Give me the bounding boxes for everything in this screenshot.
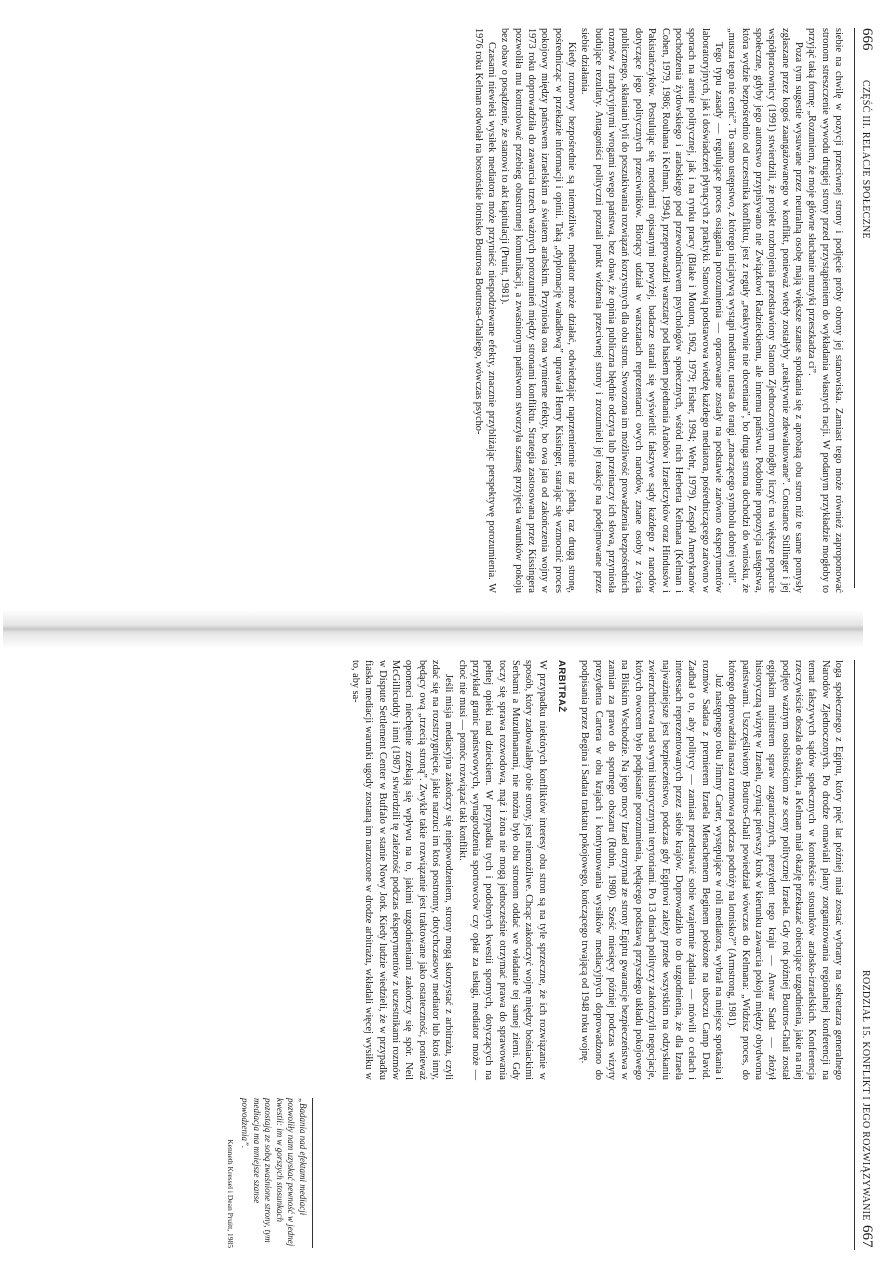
paragraph: W przypadku niektórych konfliktów interesy obu stron są na tyle sprzeczne, że ich rozwiązanie w sposób, który zadowalałby obie strony, jest niemożliwe. Chcąc zakończyć wojnę między bośniackimi Serbami a Muzułmanami, nie można było obu stronom oddać we władanie tej samej ziemi. Gdy toczy się sprawa rozwodowa, mąż i żona nie mogą jednocześnie otrzymać prawa do sprawowania pełnej opieki nad dzieckiem. W przypadku tych i podobnych kwestii spornych, dotyczących na przykład granic państwowych, wynagrodzenia sportowców czy opłat za usługi, mediator może — choć nie musi — pomóc rozwiązać taki konflikt. xyxy=(456,660,548,1080)
paragraph: Tego typu zasady — regulujące proces osiągania porozumienia — opracowane zostały na podstawie zarówno eksperymentów laboratoryjnych, jak i doświadczeń płynących z praktyki. Stanowią podstawowa wiedzę każdego mediatora, pośredniczącego zarówno w sporach na arenie politycznej, jak i na rynku pracy (Blake i Mouton, 1962, 1979; Fisher, 1994; Wehr, 1979). Zespół Amerykanów pochodzenia żydowskiego i arabskiego pod przewodnictwem psychologów społecznych, wśród nich Herberta Kelmana (Kelman i Cohen, 1979, 1986; Rouhana i Kelman, 1994), przeprowadził warsztaty pod hasłem pojednania Arabów i Izraelczyków oraz Hindusów i Pakistańczyków. Postulując się metodami opisanymi powyżej, badacze starali się wyświetlić fałszywe sądy każdego z narodów dotyczące jego politycznych przeciwników. Biorący udział w warsztatach reprezentanci owych narodów, znane osoby z życia publicznego, skłaniani byli do poszukiwania rozwiązań korzystnych dla obu stron. Stworzona im możliwość prowadzenia bezpośrednich rozmów z tradycyjnymi wrogami swego państwa, bez obaw, że opinia publiczna błędnie odczyta lub przeinaczy ich słowa, przyniosła budujące rezultaty. Antagoniści polityczni poznali punkt widzenia przeciwnej strony i zrozumieli jej reakcje na podejmowane przez siebie działania. xyxy=(579,28,724,593)
paragraph: Czasami niewieki wysiłek mediatora może przynieść niespodziewane efekty, znacznie przybliżając perspektywę porozumienia. W 1976 roku Kelman odwołał na bostońskie lotnisko Boutrosa Boutrosa-Ghaliego, wówczas psycho- xyxy=(472,28,498,593)
paragraph: Poza tym sugestie wysuwane przez neutralną osobę mają większe szanse spotkania się z aprobatą obu stron niż te same pomysły zgłaszane przez kogoś zaangażowanego w konflikt, ponieważ wtedy zostałyby „reaktywnie zdewaluowane”. Constance Stillinger i jej współpracownicy (1991) stwierdzili, że projekt rozbrojenia przedstawiony Stanom Zjednoczonym mógłby liczyć na większe poparcie społeczne, gdyby jego autorstwo przypisywano nie Związkowi Radzieckiemu, ale innemu państwu. Podobnie propozycja ustępstwa, która wydzie bezpośrednio od uczestnika konfliktu, jest z reguły „reaktywnie nie doceniana”, bo druga strona dochodzi do wniosku, że „musza tego nie cenić”. To samo ustępstwo, z którego inicjatywą wystąpi mediator, urasta do rangi „znaczącego symbolu dobrej woli”. xyxy=(726,28,804,593)
margin-quote xyxy=(225,1098,314,1248)
header-rule xyxy=(854,660,855,1250)
page-number: 667 xyxy=(859,1225,875,1248)
header-rule xyxy=(854,28,855,588)
running-header: CZĘŚĆ III. RELACJE SPOŁECZNE xyxy=(860,80,871,239)
paragraph: siebie na chwilę w pozycji przeciwnej strony i podjęcie próby obrony jej stanowiska. Zamiast tego może również zaproponować stronom streszczenie wywodu drugiej strony przed przystąpieniem do wykładania własnych racji. W podanym przykładzie mogłoby to przyjąć taką formę: „Rozumiem, że moje główne słuchanie muzyki przeszkadza ci”. xyxy=(806,28,844,593)
running-header: ROZDZIAŁ 15. KONFLIKT I JEGO ROZWIĄZYWANIE xyxy=(860,970,871,1221)
left-page xyxy=(0,0,893,620)
paragraph: Kiedy rozmowy bezpośrednie są niemożliwe, mediator może działać, odwiedzając naprzemiennie raz jedną, raz drugą stronę, pośrednicząc w przekazie informacji i opinii. Taką „dyplomację wahadłową” uprawiał Henry Kissinger, starając się wzmocnić proces pokojowy między państwem izraelskim a światem arabskim. Przyniosła ona wymierne efekty, bo owa jata od zakończenia wojny w 1973 roku doprowadziła do zawarcia trzech ważnych porozumień między stronami konfliktu. Strategia zastosowana przez Kissingera pozwoliła mu kontrolować przebieg obustronnej komunikacji, a zwaśnionym państwom stworzyła szansę przyjęcia warunków pokoju bez obaw o posądzenie, że stanowi to akt kapitulacji (Pruitt, 1981). xyxy=(499,28,578,593)
paragraph: loga społecznego z Egiptu, który pięć lat później miał zostać wybrany na sekretarza generalnego Narodów Zjednoczonych. Po drodze omawiali plany zorganizowania regionalnej konferencji na temat fałszywych sądów społecznych w kontekście stosunków arabsko-izraelskich. Konferencja rzeczywiście doszła do skutku, a Kelman miał okazję przekazać obiecujące uzgodnienia, jakie na niej podjęto ważnym osobistościom ze sceny politycznej Izraela. Gdy rok później Boutros-Ghali został egipskim ministrem spraw zagranicznych, prezydent tego kraju — Anwar Sadat — złożył historyczną wizytę w Izraelu, czyniąc pierwszy krok w kierunku zawarcia pokoju między obydwoma państwami. Uszczęśliwiony Boutros-Ghali powiedział wówczas do Kelmana: „Widzisz proces, do którego doprowadziła nasza rozmowa podczas podróży na lotnisko?” (Armstrong, 1981). xyxy=(726,660,844,1080)
paragraph: Już następnego roku Jimmy Carter, występujące w roli mediatora, wybrał na miejsce spotkania i rozmów Sadata z premierem Izraela Menachemem Beginem położone na uboczu Camp David. Zadbał o to, aby politycy — zamiast przedstawić sobie wzajemnie żądania — mówili o celach i interesach reprezentowanych przez siebie krajów. Doprowadziło to do uzgodnienia, że dla Izraela najważniejsze jest bezpieczeństwo, podczas gdy Egiptowi zależy przede wszystkim na odzyskaniu zwierzchnictwa nad swymi historycznymi terytoriami. Po 13 dniach polityczy zakończyli negocjacje, których owocem było podpisanie porozumienia, będącego podstawą przyszłego układu pokojowego na Bliskim Wschodzie. Na jego mocy Izrael otrzymał ze strony Egiptu gwarancje bezpieczeństwa w zamian za prawo do spornego obszaru (Rubin, 1980). Sześć miesięcy później podczas wizyty prezydenta Cartera w obu krajach i kontynuowania wysiłków mediacyjnych doprowadzono do podpisania przez Begina i Sadata traktatu pokojowego, kończącego trwającą od 1948 roku wojnę. xyxy=(579,660,724,1080)
right-page-text xyxy=(349,660,845,1080)
right-page xyxy=(0,640,893,1263)
margin-quote-source: Kenneth Kressel i Dean Pruitt, 1985 xyxy=(226,1139,235,1248)
paragraph: Jeśli misja mediacyjna zakończy się niepowodzeniem, strony mogą skorzystać z arbitrażu, czyli zdać się na rozstrzygnięcie, jakie narzuci im ktoś postronny, dotychczasowy mediator lub ktoś inny, będący ową „trzecią stroną”. Zwykle takie rozwiązanie jest traktowane jako ostateczność, ponieważ oponenci niechętnie zrzekają się wpływu na to, jakimi uzgodnieniami zakończy się spór. Neil McGillicuddy i inni (1987) stwierdzili tę zależność podczas eksperymentów z uczestnikami rozmów w Dispute Settlement Center w Buffalo w stanie Nowy Jork. Kiedy ludzie wiedzieli, że w przypadku fiaska mediacji warunki ugody zostaną im narzucone w drodze arbitrażu, wkładali więcej wysiłku w to, aby sa- xyxy=(349,660,455,1080)
section-heading: ARBITRAŻ xyxy=(556,660,568,713)
left-page-text xyxy=(471,28,845,593)
page-number: 666 xyxy=(859,28,875,51)
margin-quote-text: „Badania nad efektami mediacji pozwoliły nam uzyskać pewność w jednej kwestii: im w gorszych stosunkach pozostają ze sobą zwaśnione strony, tym mediacja ma mniejsze szanse powodzenia”. xyxy=(240,1098,308,1247)
